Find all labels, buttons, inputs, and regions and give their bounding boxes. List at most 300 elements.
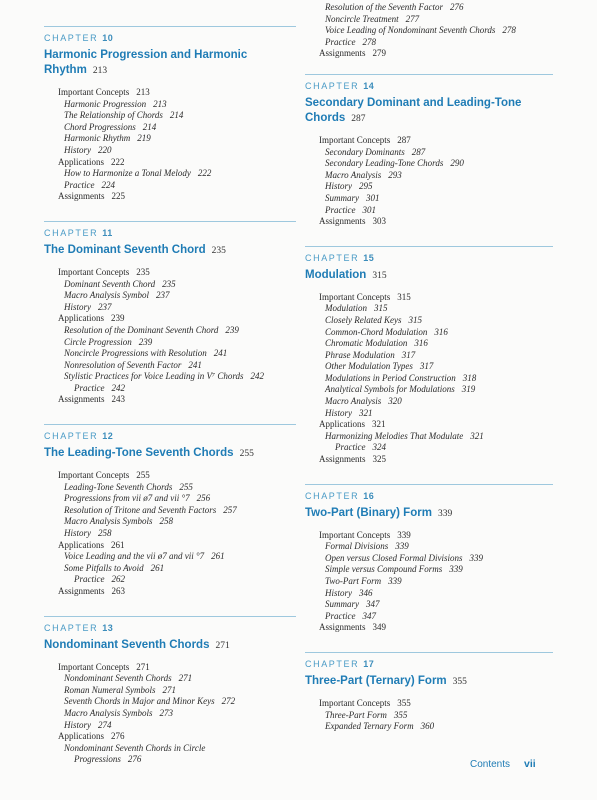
toc-entry <box>58 731 296 743</box>
entry-text: Dominant Seventh Chord <box>64 278 156 289</box>
chapter-label <box>305 246 553 265</box>
chapter-entries <box>44 470 296 598</box>
entry-page-number: 316 <box>414 338 428 349</box>
entry-page-number: 263 <box>111 586 126 596</box>
chapter-number: 12 <box>102 431 114 442</box>
toc-entry <box>58 110 296 122</box>
toc-entry <box>319 193 553 205</box>
entry-text: How to Harmonize a Tonal Melody <box>64 168 191 179</box>
entry-text: Applications <box>58 156 104 167</box>
entry-text: History <box>64 301 91 312</box>
entry-text: Macro Analysis <box>325 169 382 180</box>
toc-entry <box>319 216 553 228</box>
entry-page-number: 339 <box>469 552 483 563</box>
toc-entry <box>58 470 296 482</box>
entry-text: History <box>325 181 352 192</box>
left-column <box>44 26 296 784</box>
toc-entry <box>58 516 296 528</box>
entry-text: Formal Divisions <box>325 541 389 552</box>
toc-entry <box>58 267 296 279</box>
entry-page-number: 278 <box>362 36 376 47</box>
entry-page-number: 271 <box>178 673 193 684</box>
entry-page-number: 276 <box>449 2 464 12</box>
toc-entry <box>319 396 553 408</box>
entry-text: Secondary Dominants <box>325 146 405 157</box>
toc-entry <box>58 180 296 192</box>
toc-entry <box>319 710 553 722</box>
toc-entry <box>319 588 553 600</box>
toc-entry <box>319 2 553 14</box>
entry-page-number: 301 <box>366 192 380 203</box>
toc-entry <box>319 611 553 623</box>
entry-page-number: 279 <box>372 48 387 59</box>
entry-text: Two-Part Form <box>325 576 382 586</box>
entry-text: Common-Chord Modulation <box>325 326 428 337</box>
entry-page-number: 256 <box>196 493 211 504</box>
entry-text: Practice <box>335 442 366 453</box>
toc-entry <box>58 540 296 552</box>
entry-text: Macro Analysis <box>325 396 382 407</box>
toc-entry <box>58 586 296 598</box>
chapter-word: CHAPTER <box>305 80 360 91</box>
entry-page-number: 321 <box>470 430 484 441</box>
chapter-page-number: 255 <box>239 449 254 460</box>
entry-text: Assignments <box>58 586 105 596</box>
entry-page-number: 257 <box>223 504 237 515</box>
entry-page-number: 274 <box>98 719 112 730</box>
chapter-title-text: Harmonic Progression and Harmonic Rhythm <box>44 49 248 76</box>
entry-text: Other Modulation Types <box>325 361 413 372</box>
chapter-entries <box>44 87 296 203</box>
toc-entry <box>58 337 296 349</box>
chapter-title-text: The Leading-Tone Seventh Chords <box>44 447 234 460</box>
entry-text: Practice <box>74 382 105 393</box>
chapter-number: 13 <box>102 622 114 633</box>
toc-entry <box>58 708 296 720</box>
entry-text: Resolution of the Seventh Factor <box>325 2 443 12</box>
toc-entry <box>319 419 553 431</box>
toc-entry <box>319 338 553 350</box>
toc-entry <box>319 303 553 315</box>
entry-page-number: 242 <box>250 371 265 382</box>
entry-page-number: 339 <box>397 529 411 540</box>
entry-text: Leading-Tone Seventh Chords <box>64 481 173 492</box>
entry-text: Assignments <box>319 48 366 59</box>
chapter-title-text: Modulation <box>305 268 367 281</box>
chapter-entries <box>44 267 296 406</box>
entry-text: Nondominant Seventh Chords <box>64 673 172 684</box>
toc-entry <box>58 133 296 145</box>
entry-page-number: 222 <box>111 156 125 167</box>
entry-text: Assignments <box>319 216 366 227</box>
entry-text: Important Concepts <box>319 529 391 540</box>
toc-entry <box>58 662 296 674</box>
toc-entry <box>58 574 296 586</box>
entry-text: Assignments <box>58 394 105 405</box>
entry-page-number: 213 <box>136 87 150 97</box>
toc-entry <box>58 99 296 111</box>
chapter-section <box>305 652 553 733</box>
entry-text: Harmonic Progression <box>64 98 147 109</box>
toc-entry <box>319 442 553 454</box>
chapter-number: 16 <box>363 490 375 501</box>
toc-entry <box>319 135 553 147</box>
entry-page-number: 317 <box>419 361 434 372</box>
entry-page-number: 321 <box>372 419 386 430</box>
entry-text: Phrase Modulation <box>325 349 395 360</box>
toc-entry <box>58 743 296 755</box>
chapter-number: 11 <box>102 227 113 238</box>
entry-text: Nonresolution of Seventh Factor <box>64 359 182 370</box>
toc-entry <box>58 325 296 337</box>
toc-entry <box>319 373 553 385</box>
entry-page-number: 222 <box>197 168 212 179</box>
entry-text: Resolution of the Dominant Seventh Chord <box>64 324 219 335</box>
entry-page-number: 355 <box>393 709 408 720</box>
entry-text: Applications <box>58 313 104 324</box>
chapter-title <box>44 243 296 259</box>
entry-text: Assignments <box>319 454 366 465</box>
toc-entry <box>319 147 553 159</box>
entry-text: Some Pitfalls to Avoid <box>64 562 144 573</box>
chapter-label <box>305 652 553 671</box>
entry-text: Resolution of Tritone and Seventh Factors <box>64 504 217 515</box>
toc-entry <box>58 482 296 494</box>
chapter-title-text: The Dominant Seventh Chord <box>44 243 206 256</box>
toc-entry <box>58 505 296 517</box>
entry-page-number: 261 <box>111 539 125 550</box>
entry-page-number: 325 <box>372 454 387 465</box>
chapter-section <box>44 221 296 406</box>
entry-text: Modulations in Period Construction <box>325 372 456 383</box>
entry-text: Expanded Ternary Form <box>325 721 414 732</box>
chapter-page-number: 339 <box>437 508 453 519</box>
entry-text: Closely Related Keys <box>325 314 402 325</box>
entry-text: History <box>64 144 91 155</box>
chapter-title-text: Secondary Dominant and Leading-Tone Chords <box>305 96 522 124</box>
entry-page-number: 315 <box>374 303 388 314</box>
chapter-word: CHAPTER <box>44 431 99 442</box>
entry-page-number: 213 <box>153 98 167 109</box>
entry-text: Chord Progressions <box>64 121 136 132</box>
chapter-title <box>305 674 553 690</box>
entry-text: Nondominant Seventh Chords in Circle <box>64 742 206 753</box>
entry-page-number: 320 <box>388 396 402 407</box>
entry-page-number: 303 <box>372 216 387 227</box>
entry-page-number: 349 <box>372 622 387 633</box>
toc-entry <box>319 14 553 26</box>
entry-text: History <box>64 528 91 539</box>
entry-page-number: 261 <box>211 551 225 562</box>
toc-entry <box>58 720 296 732</box>
entry-text: Progressions from vii ø7 and vii °7 <box>64 493 190 504</box>
toc-entry <box>58 383 296 395</box>
entry-page-number: 220 <box>98 144 112 155</box>
entry-text: Assignments <box>319 622 366 633</box>
entry-page-number: 317 <box>401 349 416 360</box>
toc-entry <box>319 361 553 373</box>
entry-page-number: 239 <box>225 324 239 335</box>
entry-page-number: 262 <box>111 574 125 585</box>
entry-text: Practice <box>325 610 356 621</box>
chapter-label <box>305 74 553 93</box>
entry-page-number: 258 <box>159 516 173 527</box>
entry-page-number: 315 <box>408 314 422 325</box>
entry-text: Macro Analysis Symbols <box>64 707 153 718</box>
entry-page-number: 287 <box>397 134 411 145</box>
entry-text: Important Concepts <box>58 661 130 672</box>
toc-entry <box>58 673 296 685</box>
toc-entry <box>319 48 553 60</box>
toc-entry <box>58 348 296 360</box>
chapter-label <box>44 616 296 635</box>
chapter-title-text: Two-Part (Binary) Form <box>305 506 432 519</box>
toc-entry <box>58 551 296 563</box>
entry-text: History <box>325 587 352 598</box>
entry-page-number: 258 <box>98 528 112 539</box>
toc-entry <box>58 394 296 406</box>
entry-page-number: 293 <box>388 169 402 180</box>
chapter-title <box>305 506 553 522</box>
entry-page-number: 241 <box>188 359 202 370</box>
entry-text: Applications <box>58 731 104 742</box>
toc-entry <box>58 157 296 169</box>
entry-page-number: 346 <box>359 587 373 598</box>
entry-text: Practice <box>325 36 356 47</box>
entry-text: Noncircle Progressions with Resolution <box>64 348 207 359</box>
toc-entry <box>58 696 296 708</box>
chapter-number: 15 <box>363 252 375 263</box>
entry-text: History <box>64 719 91 730</box>
entry-text: History <box>325 407 352 418</box>
entry-text: Analytical Symbols for Modulations <box>325 384 455 395</box>
chapter-label <box>305 484 553 503</box>
entry-page-number: 339 <box>449 564 463 575</box>
entry-text: Roman Numeral Symbols <box>64 684 156 695</box>
entry-page-number: 295 <box>359 181 373 192</box>
entry-text: Chromatic Modulation <box>325 338 408 349</box>
toc-entry <box>319 350 553 362</box>
chapter-number: 14 <box>363 80 375 91</box>
toc-entry <box>319 205 553 217</box>
entry-page-number: 241 <box>213 348 228 359</box>
entry-page-number: 237 <box>156 290 170 301</box>
toc-entry <box>319 564 553 576</box>
entry-text: Harmonizing Melodies That Modulate <box>325 430 464 441</box>
chapter-entries <box>305 135 553 228</box>
toc-entry <box>58 493 296 505</box>
toc-entry <box>319 37 553 49</box>
entry-page-number: 261 <box>150 562 165 573</box>
toc-entry <box>58 685 296 697</box>
toc-entry <box>319 431 553 443</box>
entry-page-number: 301 <box>362 204 376 215</box>
chapter-page-number: 235 <box>211 245 226 256</box>
entry-text: Stylistic Practices for Voice Leading in V⁷ Chords <box>64 371 244 382</box>
entry-text: Voice Leading of Nondominant Seventh Chords <box>325 25 496 36</box>
toc-entry <box>319 292 553 304</box>
chapter-entries <box>305 698 553 733</box>
entry-page-number: 319 <box>461 384 476 395</box>
toc-entry <box>58 122 296 134</box>
entry-page-number: 235 <box>136 266 150 277</box>
entry-text: Important Concepts <box>319 134 391 145</box>
entry-text: Modulation <box>325 303 367 314</box>
entry-page-number: 339 <box>388 576 402 586</box>
entry-page-number: 239 <box>111 313 125 324</box>
chapter-word: CHAPTER <box>44 33 99 43</box>
entry-text: Important Concepts <box>319 291 391 302</box>
chapter-title-text: Nondominant Seventh Chords <box>44 638 210 651</box>
chapter-page-number: 355 <box>452 676 467 687</box>
entry-page-number: 272 <box>221 696 236 707</box>
toc-entry <box>58 371 296 383</box>
chapter-section <box>305 484 553 634</box>
entry-page-number: 315 <box>397 291 411 302</box>
toc-entry <box>319 541 553 553</box>
entry-page-number: 290 <box>450 158 464 169</box>
entry-page-number: 316 <box>434 326 448 337</box>
entry-text: Simple versus Compound Forms <box>325 564 443 575</box>
chapter-title <box>44 446 296 462</box>
entry-text: Progressions <box>74 754 121 765</box>
chapter-section <box>44 424 296 598</box>
chapter-entries <box>305 292 553 466</box>
chapter-label <box>44 221 296 240</box>
toc-entry <box>319 408 553 420</box>
entry-text: Assignments <box>58 191 105 202</box>
toc-entry <box>58 145 296 157</box>
entry-page-number: 271 <box>162 684 176 695</box>
toc-entry <box>319 599 553 611</box>
entry-text: Important Concepts <box>58 266 130 277</box>
entry-text: Applications <box>58 539 104 550</box>
entry-text: Practice <box>325 204 356 215</box>
chapter-title <box>305 268 553 284</box>
toc-entry <box>319 698 553 710</box>
entry-text: Macro Analysis Symbol <box>64 290 149 301</box>
toc-entry <box>58 360 296 372</box>
chapter-section <box>44 26 296 203</box>
entry-text: Applications <box>319 419 365 430</box>
toc-entry <box>58 290 296 302</box>
entry-page-number: 235 <box>162 278 176 289</box>
toc-entry <box>319 384 553 396</box>
chapter-word: CHAPTER <box>305 490 360 501</box>
entry-text: Noncircle Treatment <box>325 13 399 24</box>
continued-entries <box>305 2 553 60</box>
entry-page-number: 347 <box>362 610 376 621</box>
entry-text: Practice <box>64 179 95 190</box>
chapter-entries <box>305 530 553 634</box>
entry-text: Three-Part Form <box>325 709 387 720</box>
chapter-word: CHAPTER <box>44 227 99 238</box>
chapter-section <box>305 74 553 228</box>
toc-entry <box>58 191 296 203</box>
entry-text: Important Concepts <box>319 697 391 708</box>
chapter-entries <box>44 662 296 766</box>
chapter-section <box>305 246 553 466</box>
entry-text: Summary <box>325 192 359 203</box>
toc-entry <box>319 454 553 466</box>
footer-page-number: vii <box>524 758 536 770</box>
entry-page-number: 318 <box>462 372 477 383</box>
entry-page-number: 224 <box>101 179 115 190</box>
toc-entry <box>58 87 296 99</box>
toc-entry <box>319 530 553 542</box>
chapter-word: CHAPTER <box>305 252 360 263</box>
toc-entry <box>319 576 553 588</box>
entry-page-number: 339 <box>395 541 409 552</box>
entry-text: Voice Leading and the vii ø7 and vii °7 <box>64 551 205 562</box>
entry-text: Secondary Leading-Tone Chords <box>325 158 444 169</box>
entry-text: The Relationship of Chords <box>64 110 163 121</box>
entry-page-number: 287 <box>411 146 426 157</box>
toc-entry <box>319 721 553 733</box>
right-column <box>305 2 553 751</box>
chapter-section <box>44 616 296 766</box>
entry-page-number: 321 <box>359 407 373 418</box>
toc-entry <box>58 302 296 314</box>
chapter-label <box>44 424 296 443</box>
chapter-title-text: Three-Part (Ternary) Form <box>305 674 447 687</box>
entry-text: Practice <box>74 574 105 585</box>
entry-page-number: 360 <box>420 721 435 732</box>
chapter-word: CHAPTER <box>305 658 360 669</box>
entry-page-number: 243 <box>111 394 126 405</box>
entry-text: Harmonic Rhythm <box>64 133 131 144</box>
entry-text: Open versus Closed Formal Divisions <box>325 552 463 563</box>
entry-page-number: 273 <box>159 707 173 718</box>
chapter-title <box>305 96 553 127</box>
entry-text: Macro Analysis Symbols <box>64 516 153 527</box>
toc-entry <box>319 327 553 339</box>
toc-entry <box>319 315 553 327</box>
entry-text: Summary <box>325 599 359 610</box>
entry-page-number: 271 <box>136 661 150 672</box>
entry-page-number: 237 <box>98 301 112 312</box>
toc-entry <box>319 553 553 565</box>
toc-entry <box>319 622 553 634</box>
entry-page-number: 225 <box>111 191 126 202</box>
entry-page-number: 219 <box>137 133 151 144</box>
toc-entry <box>319 158 553 170</box>
entry-page-number: 255 <box>136 470 150 481</box>
toc-entry <box>58 168 296 180</box>
entry-text: Seventh Chords in Major and Minor Keys <box>64 696 215 707</box>
chapter-number: 10 <box>102 33 114 43</box>
chapter-page-number: 213 <box>92 66 108 76</box>
footer-label: Contents <box>470 759 511 770</box>
toc-entry <box>58 279 296 291</box>
entry-page-number: 214 <box>169 110 184 121</box>
chapter-label <box>44 26 296 45</box>
toc-entry <box>319 170 553 182</box>
chapter-page-number: 271 <box>215 640 230 651</box>
entry-page-number: 255 <box>179 481 193 492</box>
toc-entry <box>58 754 296 766</box>
toc-entry <box>319 25 553 37</box>
entry-page-number: 276 <box>111 731 125 742</box>
chapter-page-number: 315 <box>372 270 387 281</box>
entry-page-number: 278 <box>502 25 516 36</box>
entry-page-number: 324 <box>372 442 386 453</box>
chapter-title <box>44 638 296 654</box>
entry-page-number: 239 <box>138 336 153 347</box>
chapter-word: CHAPTER <box>44 622 99 633</box>
entry-page-number: 214 <box>142 121 157 132</box>
entry-text: Circle Progression <box>64 336 132 347</box>
